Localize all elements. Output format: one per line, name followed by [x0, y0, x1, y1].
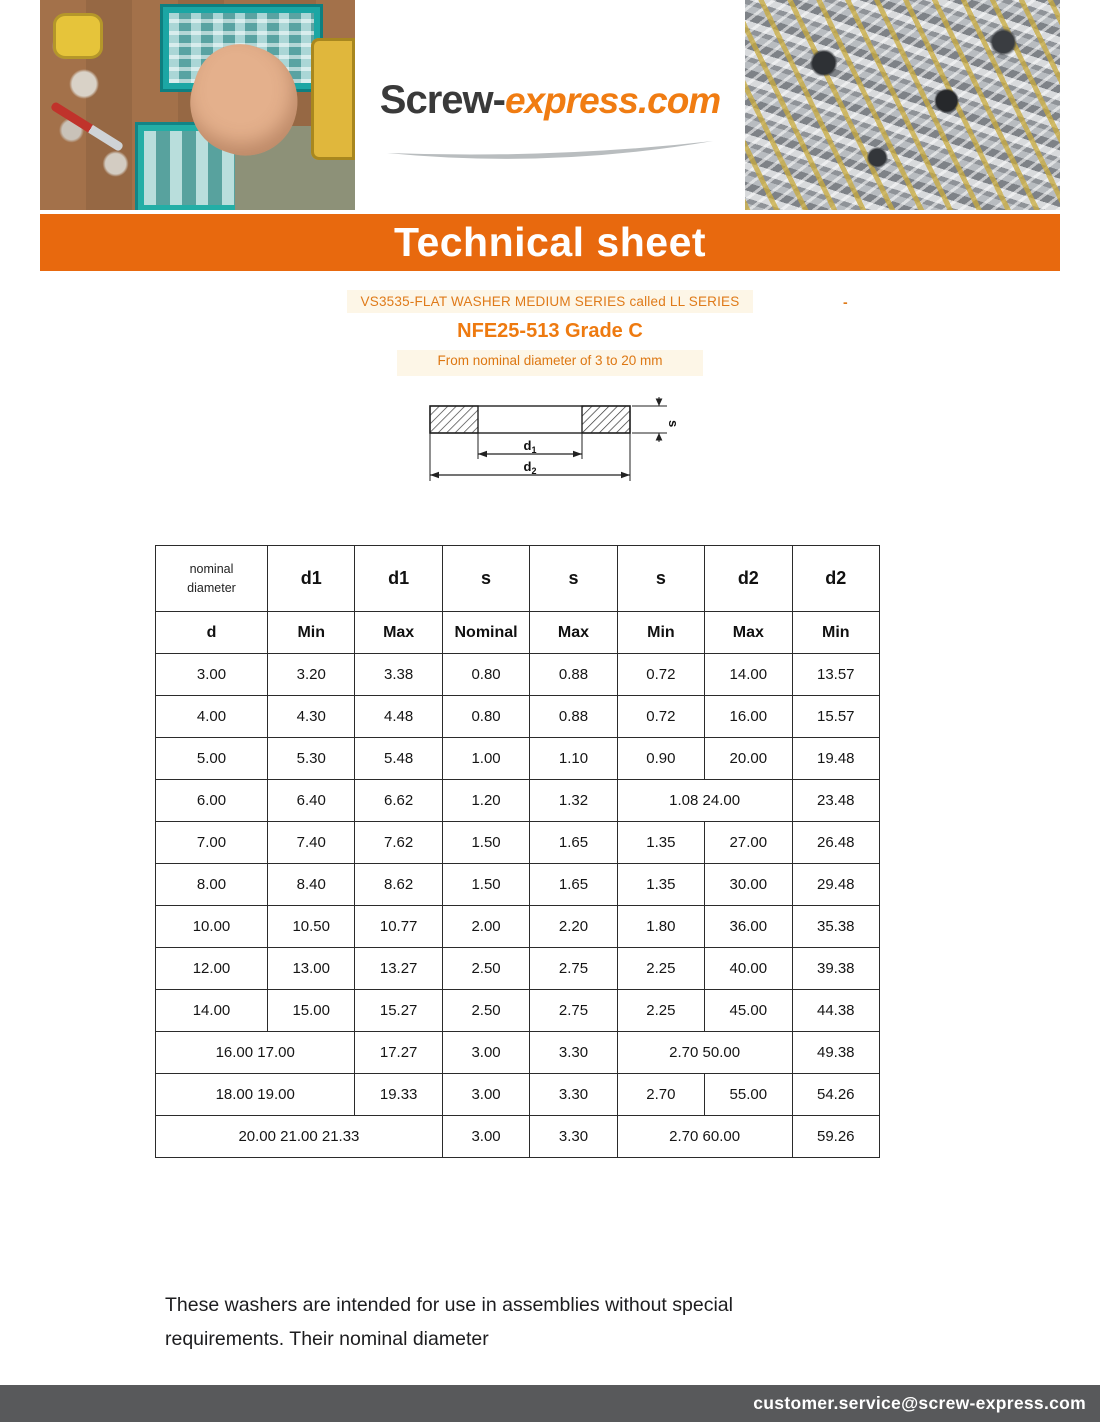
standard-title: NFE25-513 Grade C: [457, 320, 643, 342]
table-header-cell: d2: [705, 546, 792, 612]
table-header-cell: Max: [355, 612, 442, 654]
table-cell: 3.00: [442, 1074, 529, 1116]
table-cell: 0.88: [530, 696, 617, 738]
table-cell: 3.00: [442, 1116, 529, 1158]
table-header-cell: d1: [355, 546, 442, 612]
table-cell: 2.50: [442, 990, 529, 1032]
table-row: [156, 864, 880, 906]
table-cell: 40.00: [705, 948, 792, 990]
table-row: [156, 654, 880, 696]
table-cell: 2.25: [617, 990, 704, 1032]
table-header-cell: Max: [705, 612, 792, 654]
table-cell: 45.00: [705, 990, 792, 1032]
photo-left-decoration: [311, 38, 355, 160]
table-cell: 3.30: [530, 1116, 617, 1158]
table-row: [156, 696, 880, 738]
table-cell: 1.65: [530, 864, 617, 906]
table-cell: 54.26: [792, 1074, 879, 1116]
table-header-cell: s: [442, 546, 529, 612]
usage-note: These washers are intended for use in assemblies without special requirements. Their nominal diameter: [165, 1294, 733, 1351]
table-cell: 2.70 60.00: [617, 1116, 792, 1158]
table-cell: 30.00: [705, 864, 792, 906]
table-cell: 0.72: [617, 654, 704, 696]
table-cell: 0.88: [530, 654, 617, 696]
table-cell: 10.77: [355, 906, 442, 948]
table-cell: 55.00: [705, 1074, 792, 1116]
washer-cross-section-drawing: [415, 396, 685, 504]
table-cell: 29.48: [792, 864, 879, 906]
table-cell: 2.75: [530, 990, 617, 1032]
table-cell: 13.57: [792, 654, 879, 696]
table-cell: 13.27: [355, 948, 442, 990]
logo-swoosh-icon: [385, 137, 715, 163]
table-row: [156, 1116, 880, 1158]
table-cell: 8.62: [355, 864, 442, 906]
table-cell: 1.35: [617, 864, 704, 906]
table-cell: 3.00: [156, 654, 268, 696]
logo: [355, 0, 745, 210]
table-cell: 0.90: [617, 738, 704, 780]
range-subtitle: From nominal diameter of 3 to 20 mm: [397, 350, 702, 376]
table-cell: 44.38: [792, 990, 879, 1032]
spec-table-body: [156, 654, 880, 1158]
table-cell: 20.00 21.00 21.33: [156, 1116, 443, 1158]
table-cell: 49.38: [792, 1032, 879, 1074]
table-cell: 0.72: [617, 696, 704, 738]
table-row: [156, 738, 880, 780]
table-cell: 0.80: [442, 696, 529, 738]
table-cell: 2.00: [442, 906, 529, 948]
screws-photo: [745, 0, 1060, 210]
table-cell: 19.33: [355, 1074, 442, 1116]
table-cell: 14.00: [156, 990, 268, 1032]
table-header-cell: d2: [792, 546, 879, 612]
table-cell: 8.00: [156, 864, 268, 906]
table-cell: 4.30: [268, 696, 355, 738]
series-dash: -: [843, 294, 848, 310]
workbench-photo: [40, 0, 355, 210]
table-cell: 23.48: [792, 780, 879, 822]
table-cell: 20.00: [705, 738, 792, 780]
table-cell: 6.62: [355, 780, 442, 822]
table-cell: 3.30: [530, 1074, 617, 1116]
table-cell: 1.20: [442, 780, 529, 822]
table-cell: 13.00: [268, 948, 355, 990]
table-cell: 19.48: [792, 738, 879, 780]
table-row: [156, 780, 880, 822]
table-cell: 7.40: [268, 822, 355, 864]
table-cell: 7.62: [355, 822, 442, 864]
table-cell: 1.08 24.00: [617, 780, 792, 822]
table-cell: 1.32: [530, 780, 617, 822]
photo-left-decoration: [53, 13, 103, 59]
footer-bar: [0, 1385, 1100, 1422]
table-cell: 2.70: [617, 1074, 704, 1116]
table-header-cell: s: [617, 546, 704, 612]
table-cell: 2.25: [617, 948, 704, 990]
table-cell: 15.00: [268, 990, 355, 1032]
table-cell: 4.00: [156, 696, 268, 738]
table-header-cell: Nominal: [442, 612, 529, 654]
table-cell: 1.65: [530, 822, 617, 864]
table-cell: 1.80: [617, 906, 704, 948]
table-header-cell: Max: [530, 612, 617, 654]
table-row: [156, 822, 880, 864]
table-cell: 2.50: [442, 948, 529, 990]
table-cell: 3.38: [355, 654, 442, 696]
table-cell: 5.48: [355, 738, 442, 780]
table-cell: 1.10: [530, 738, 617, 780]
table-cell: 16.00 17.00: [156, 1032, 355, 1074]
table-cell: 10.50: [268, 906, 355, 948]
series-title: VS3535-FLAT WASHER MEDIUM SERIES called LL SERIES: [347, 290, 754, 313]
table-cell: 15.57: [792, 696, 879, 738]
table-cell: 3.30: [530, 1032, 617, 1074]
table-header-row-1: [156, 546, 880, 612]
table-row: [156, 1032, 880, 1074]
table-cell: 1.35: [617, 822, 704, 864]
table-cell: 39.38: [792, 948, 879, 990]
table-cell: 6.40: [268, 780, 355, 822]
table-row: [156, 948, 880, 990]
table-cell: 6.00: [156, 780, 268, 822]
table-row: [156, 1074, 880, 1116]
spec-table-head: [156, 546, 880, 654]
table-cell: 35.38: [792, 906, 879, 948]
table-header-cell: Min: [617, 612, 704, 654]
table-cell: 2.75: [530, 948, 617, 990]
svg-text:d2: $d_2$: [523, 459, 537, 476]
table-cell: 8.40: [268, 864, 355, 906]
banner-title: Technical sheet: [40, 214, 1060, 271]
washer-diagram: [0, 396, 1100, 504]
table-cell: 2.70 50.00: [617, 1032, 792, 1074]
title-block: [0, 290, 1100, 376]
table-row: [156, 990, 880, 1032]
table-cell: 4.48: [355, 696, 442, 738]
table-header-cell: s: [530, 546, 617, 612]
table-cell: 18.00 19.00: [156, 1074, 355, 1116]
table-header-cell: nominal diameter: [156, 546, 268, 612]
table-row: [156, 906, 880, 948]
table-cell: 5.00: [156, 738, 268, 780]
table-header-cell: Min: [268, 612, 355, 654]
svg-text:d1: $d_1$: [523, 438, 537, 455]
table-cell: 15.27: [355, 990, 442, 1032]
table-cell: 5.30: [268, 738, 355, 780]
table-cell: 10.00: [156, 906, 268, 948]
table-header-cell: Min: [792, 612, 879, 654]
table-cell: 27.00: [705, 822, 792, 864]
table-cell: 1.50: [442, 822, 529, 864]
logo-prefix: Screw-: [379, 78, 505, 122]
table-cell: 26.48: [792, 822, 879, 864]
table-cell: 59.26: [792, 1116, 879, 1158]
table-cell: 36.00: [705, 906, 792, 948]
logo-suffix: express.com: [504, 80, 721, 121]
table-cell: 1.00: [442, 738, 529, 780]
table-cell: 3.00: [442, 1032, 529, 1074]
table-cell: 12.00: [156, 948, 268, 990]
table-cell: 1.50: [442, 864, 529, 906]
table-cell: 2.20: [530, 906, 617, 948]
spec-table: [155, 545, 880, 1158]
table-cell: 0.80: [442, 654, 529, 696]
table-cell: 16.00: [705, 696, 792, 738]
table-header-cell: d1: [268, 546, 355, 612]
contact-email[interactable]: customer.service@screw-express.com: [753, 1393, 1086, 1413]
table-header-row-2: [156, 612, 880, 654]
table-header-cell: d: [156, 612, 268, 654]
photo-left-decoration: [50, 101, 124, 152]
table-cell: 14.00: [705, 654, 792, 696]
table-cell: 3.20: [268, 654, 355, 696]
table-cell: 7.00: [156, 822, 268, 864]
table-cell: 17.27: [355, 1032, 442, 1074]
svg-text:s: s: [666, 420, 681, 428]
